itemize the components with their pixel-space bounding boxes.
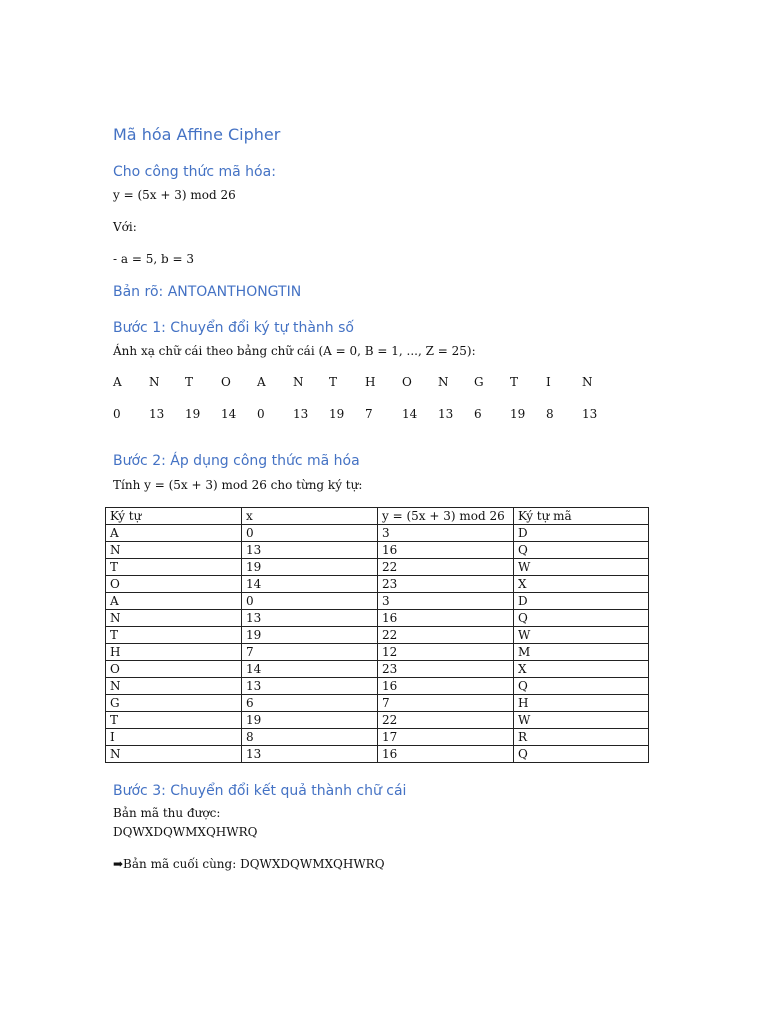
header-cipher-char: Ký tự mã <box>514 508 649 525</box>
cell-x: 13 <box>242 678 378 695</box>
cell-y: 7 <box>378 695 514 712</box>
cell-cipher: W <box>514 559 649 576</box>
sequence-number: 13 <box>293 407 309 421</box>
sequence-letter: O <box>221 375 231 389</box>
sequence-letter: A <box>113 375 122 389</box>
step1-heading: Bước 1: Chuyển đổi ký tự thành số <box>113 320 354 336</box>
cell-char: A <box>106 525 242 542</box>
sequence-letter: T <box>510 375 519 389</box>
sequence-number: 6 <box>474 407 482 421</box>
header-char: Ký tự <box>106 508 242 525</box>
final-ciphertext: ➡Bản mã cuối cùng: DQWXDQWMXQHWRQ <box>113 857 385 871</box>
sequence-letter: N <box>149 375 160 389</box>
cell-char: I <box>106 729 242 746</box>
cell-cipher: R <box>514 729 649 746</box>
table-row <box>106 661 649 678</box>
cell-char: G <box>106 695 242 712</box>
ciphertext-result: DQWXDQWMXQHWRQ <box>113 825 258 839</box>
cell-cipher: D <box>514 525 649 542</box>
sequence-letter: G <box>474 375 484 389</box>
sequence-number: 14 <box>402 407 418 421</box>
letter-sequence <box>113 375 633 391</box>
cell-char: T <box>106 559 242 576</box>
cell-y: 3 <box>378 525 514 542</box>
cell-char: N <box>106 610 242 627</box>
cell-cipher: W <box>514 627 649 644</box>
table-row <box>106 559 649 576</box>
sequence-number: 19 <box>510 407 526 421</box>
step2-heading: Bước 2: Áp dụng công thức mã hóa <box>113 453 360 469</box>
table-row <box>106 542 649 559</box>
cell-char: N <box>106 678 242 695</box>
cell-char: T <box>106 712 242 729</box>
cell-y: 17 <box>378 729 514 746</box>
sequence-letter: O <box>402 375 412 389</box>
step3-description: Bản mã thu được: <box>113 806 221 820</box>
table-row <box>106 712 649 729</box>
sequence-number: 13 <box>582 407 598 421</box>
cell-cipher: H <box>514 695 649 712</box>
table-row <box>106 627 649 644</box>
cell-y: 23 <box>378 661 514 678</box>
cell-x: 6 <box>242 695 378 712</box>
formula-text: y = (5x + 3) mod 26 <box>113 188 236 202</box>
sequence-letter: N <box>582 375 593 389</box>
cell-y: 22 <box>378 627 514 644</box>
cell-cipher: X <box>514 576 649 593</box>
sequence-letter: N <box>293 375 304 389</box>
sequence-number: 0 <box>257 407 265 421</box>
table-row <box>106 576 649 593</box>
cell-y: 22 <box>378 712 514 729</box>
cell-x: 0 <box>242 593 378 610</box>
table-row <box>106 678 649 695</box>
cell-x: 19 <box>242 712 378 729</box>
sequence-letter: I <box>546 375 551 389</box>
cell-x: 13 <box>242 610 378 627</box>
cell-char: A <box>106 593 242 610</box>
cell-char: N <box>106 542 242 559</box>
sequence-number: 13 <box>438 407 454 421</box>
cell-x: 19 <box>242 627 378 644</box>
table-row <box>106 695 649 712</box>
header-y: y = (5x + 3) mod 26 <box>378 508 514 525</box>
table-row <box>106 644 649 661</box>
step3-heading: Bước 3: Chuyển đổi kết quả thành chữ cái <box>113 783 407 799</box>
cell-char: O <box>106 576 242 593</box>
cell-char: O <box>106 661 242 678</box>
sequence-number: 19 <box>329 407 345 421</box>
cell-char: N <box>106 746 242 763</box>
sequence-number: 7 <box>365 407 373 421</box>
cell-cipher: M <box>514 644 649 661</box>
cell-char: H <box>106 644 242 661</box>
sequence-letter: A <box>257 375 266 389</box>
cell-cipher: Q <box>514 610 649 627</box>
formula-heading: Cho công thức mã hóa: <box>113 164 276 180</box>
cell-cipher: Q <box>514 542 649 559</box>
sequence-letter: T <box>329 375 338 389</box>
table-row <box>106 746 649 763</box>
sequence-number: 8 <box>546 407 554 421</box>
cell-y: 23 <box>378 576 514 593</box>
cell-cipher: D <box>514 593 649 610</box>
table-row <box>106 610 649 627</box>
cell-cipher: W <box>514 712 649 729</box>
cell-x: 7 <box>242 644 378 661</box>
step1-description: Ánh xạ chữ cái theo bảng chữ cái (A = 0, B = 1, ..., Z = 25): <box>113 344 476 358</box>
header-x: x <box>242 508 378 525</box>
cell-x: 8 <box>242 729 378 746</box>
table-row <box>106 525 649 542</box>
with-label: Với: <box>113 220 137 234</box>
sequence-number: 14 <box>221 407 237 421</box>
document-title: Mã hóa Affine Cipher <box>113 125 281 144</box>
cell-y: 16 <box>378 678 514 695</box>
sequence-number: 13 <box>149 407 165 421</box>
params-text: - a = 5, b = 3 <box>113 252 194 266</box>
table-row <box>106 729 649 746</box>
plaintext-heading: Bản rõ: ANTOANTHONGTIN <box>113 284 302 300</box>
cell-x: 19 <box>242 559 378 576</box>
sequence-number: 0 <box>113 407 121 421</box>
step2-description: Tính y = (5x + 3) mod 26 cho từng ký tự: <box>113 478 363 492</box>
cell-cipher: X <box>514 661 649 678</box>
cell-y: 22 <box>378 559 514 576</box>
cell-y: 16 <box>378 610 514 627</box>
sequence-letter: T <box>185 375 194 389</box>
cell-y: 16 <box>378 542 514 559</box>
sequence-number: 19 <box>185 407 201 421</box>
cell-cipher: Q <box>514 746 649 763</box>
cipher-table <box>105 507 649 763</box>
cell-x: 13 <box>242 746 378 763</box>
cell-x: 14 <box>242 661 378 678</box>
sequence-letter: H <box>365 375 376 389</box>
table-header-row <box>106 508 649 525</box>
table-row <box>106 593 649 610</box>
cell-x: 0 <box>242 525 378 542</box>
cell-y: 3 <box>378 593 514 610</box>
cell-y: 12 <box>378 644 514 661</box>
number-sequence <box>113 407 633 423</box>
sequence-letter: N <box>438 375 449 389</box>
cell-char: T <box>106 627 242 644</box>
cell-x: 14 <box>242 576 378 593</box>
cell-cipher: Q <box>514 678 649 695</box>
cell-x: 13 <box>242 542 378 559</box>
cell-y: 16 <box>378 746 514 763</box>
